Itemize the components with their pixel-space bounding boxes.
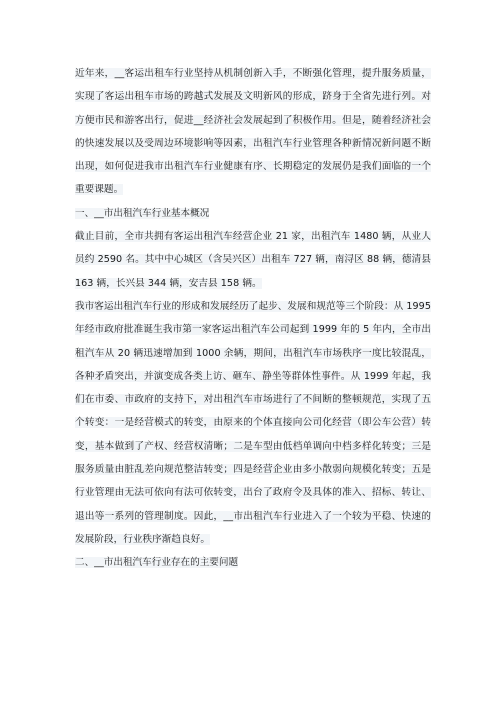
section-heading-problems (75, 551, 431, 574)
statistics-paragraph-text: 截止目前，全市共拥有客运出租汽车经营企业 21 家，出租汽车 1480 辆，从业人员约 2590 名。其中中心城区（含吴兴区）出租车 727 辆，南浔区 88 辆，德清县 163 辆，长兴县 344 辆，安吉县 158 辆。 (75, 231, 431, 289)
intro-paragraph (75, 62, 431, 202)
history-paragraph-text: 我市客运出租汽车行业的形成和发展经历了起步、发展和规范等三个阶段：从 1995 年经市政府批准诞生我市第一家客运出租汽车公司起到 1999 年的 5 年内，全市出租汽车从 20 辆迅速增加到 1000 余辆，期间，出租汽车市场秩序一度比较混乱，各种矛盾突出，并演变成各类上访、砸车、静坐等群体性事件。从 1999 年起，我们在市委、市政府的支持下，对出租汽车市场进行了不间断的整顿规范，实现了五个转变：一是经营模式的转变，由原来的个体直接向公司化经营（即公车公营）转变，基本做到了产权、经营权清晰；二是车型由低档单调向中档多样化转变；三是服务质量由脏乱差向规范整洁转变；四是经营企业由多小散弱向规模化转变；五是行业管理由无法可依向有法可依转变，出台了政府令及具体的准入、招标、转让、退出等一系列的管理制度。因此，__市出租汽车行业进入了一个较为平稳、快速的发展阶段，行业秩序渐趋良好。 (75, 300, 431, 545)
intro-paragraph-text: 近年来，__客运出租车行业坚持从机制创新入手，不断强化管理，提升服务质量，实现了客运出租车市场的跨越式发展及文明新风的形成，跻身于全省先进行列。对方便市民和游客出行，促进__经济社会发展起到了积极作用。但是，随着经济社会的快速发展以及受周边环境影响等因素，出租汽车行业管理各种新情况新问题不断出现，如何促进我市出租汽车行业健康有序、长期稳定的发展仍是我们面临的一个重要课题。 (75, 68, 431, 196)
section-heading-overview-text: 一、__市出租汽车行业基本概况 (75, 207, 210, 219)
statistics-paragraph (75, 225, 431, 295)
section-heading-problems-text: 二、__市出租汽车行业存在的主要问题 (75, 557, 239, 569)
section-heading-overview (75, 202, 431, 225)
document-body (75, 62, 431, 575)
history-paragraph (75, 295, 431, 551)
